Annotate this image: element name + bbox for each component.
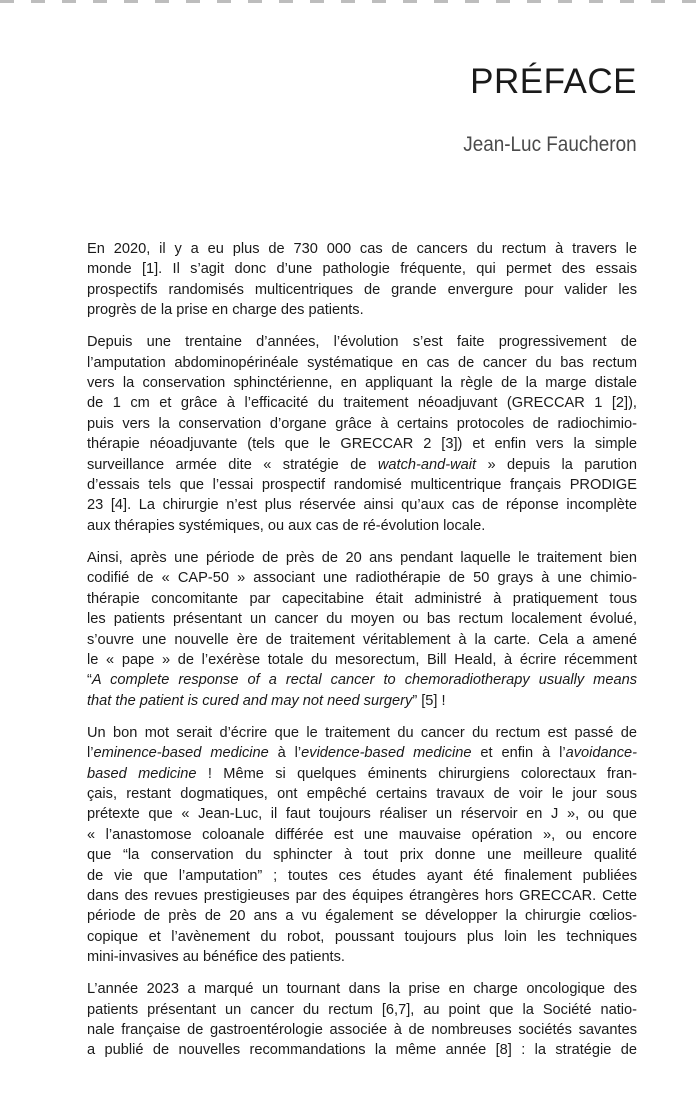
paragraph [87,332,637,536]
text: En 2020, il y a eu plus de 730 000 cas de cancers du rectum à travers le [87,241,637,257]
paragraph [87,979,637,1061]
text: Un bon mot serait d’écrire que le traitement du cancer du rectum est passé de [87,724,637,741]
page-top-dashed-border [0,0,700,3]
paragraph [87,723,637,968]
text-line [87,300,637,320]
paragraph [87,548,637,711]
text: prospectifs randomisés multicentriques de grande envergure pour valider les [87,281,637,298]
text: aux thérapies systémiques, ou aux cas de ré-évolution locale. [87,517,486,534]
text-line [87,280,637,300]
text: de 1 cm et grâce à l’efficacité du traitement néoadjuvant (GRECCAR 1 [2]), [87,395,637,412]
text-line [87,723,637,743]
text: codifié de « CAP-50 » associant une radiothérapie de 50 grays à une chimio- [87,570,637,587]
text: mini-invasives au bénéfice des patients. [87,949,345,966]
text-line [87,825,637,845]
text: monde [1]. Il s’agit donc d’une pathologie fréquente, qui permet des essais [87,261,637,278]
chapter-author: Jean-Luc Faucheron [463,133,637,156]
text: thérapie néoadjuvante (tels que le GRECCAR 2 [3]) et enfin vers la simple [87,436,637,453]
text-line [87,979,637,999]
text-line [87,589,637,609]
italic-text: evidence-based medicine [301,745,472,762]
text-line [87,866,637,886]
text: “ [87,672,92,689]
text-line [87,548,637,568]
text: L’année 2023 a marqué un tournant dans la prise en charge oncologique des [87,981,637,998]
text: » depuis la parution [476,456,638,473]
italic-text: avoidance- [565,745,637,762]
text-line [87,609,637,629]
text-line [87,259,637,279]
body-text [87,239,637,1072]
text-line [87,1000,637,1020]
text-line [87,1040,637,1060]
text-line [87,845,637,865]
text: ! Même si quelques éminents chirurgiens colorectaux fran- [196,765,637,782]
text: l’amputation abdominopérinéale systématique en cas de cancer du bas rectum [87,354,637,371]
text: Ainsi, après une période de près de 20 ans pendant laquelle le traitement bien [87,549,637,566]
text-line [87,239,637,259]
text-line [87,670,637,690]
text: a publié de nouvelles recommandations la même année [8] : la stratégie de [87,1042,637,1059]
italic-text: based medicine [87,765,197,782]
text: dans des revues prestigieuses par des équipes étrangères hors GRECCAR. Cette [87,887,637,904]
text-line [87,516,637,536]
text: surveillance armée dite « stratégie de [87,456,378,473]
text-line [87,947,637,967]
text: ” [5] ! [412,692,446,709]
text-line [87,455,637,475]
paragraph [87,239,637,321]
text-line [87,886,637,906]
text-line [87,650,637,670]
chapter-title: PRÉFACE [470,62,637,101]
text: çais, restant dogmatiques, ont empêché certains travaux de voir le jour sous [87,785,637,802]
text: que “la conservation du sphincter à tout prix donne une meilleure qualité [87,847,637,864]
italic-text: A complete response of a rectal cancer to chemoradiotherapy usually means [91,672,637,689]
text-line [87,353,637,373]
text: progrès de la prise en charge des patients. [87,302,364,319]
text-line [87,495,637,515]
text: 23 [4]. La chirurgie n’est plus réservée ainsi qu’aux cas de réponse incomplète [87,497,637,514]
text: et enfin à l’ [471,745,566,762]
text-line [87,414,637,434]
text: Depuis une trentaine d’années, l’évolution s’est faite progressivement de [87,334,637,351]
text: le « pape » de l’exérèse totale du mesorectum, Bill Heald, à écrire récemment [87,651,637,668]
italic-text: watch-and-wait [377,456,477,473]
text: les patients présentant un cancer du moyen ou bas rectum localement évolué, [87,611,637,628]
text: copique et l’avènement du robot, poussant toujours plus loin les techniques [87,928,637,945]
text-line [87,906,637,926]
text-line [87,784,637,804]
text: l’ [87,745,94,762]
text-line [87,630,637,650]
text-line [87,1020,637,1040]
text: « l’anastomose coloanale différée est une mauvaise opération », ou encore [87,826,637,843]
text: s’ouvre une nouvelle ère de traitement véritablement à la carte. Cela a amené [87,631,637,648]
text: patients présentant un cancer du rectum [6,7], au point que la Société natio- [87,1001,637,1018]
text: prétexte que « Jean-Luc, il faut toujours réaliser un réservoir en J », ou que [87,806,637,823]
text-line [87,804,637,824]
text: période de près de 20 ans a vu également se développer la chirurgie cœlios- [87,908,637,925]
text-line [87,393,637,413]
text-line [87,764,637,784]
text-line [87,927,637,947]
text-line [87,568,637,588]
text-line [87,475,637,495]
text-line [87,691,637,711]
text: à l’ [268,745,302,762]
text: nale française de gastroentérologie associée à de nombreuses sociétés savantes [87,1022,637,1038]
text-line [87,373,637,393]
text: vers la conservation sphinctérienne, en appliquant la règle de la marge distale [87,375,637,392]
text-line [87,434,637,454]
text: d’essais tels que l’essai prospectif randomisé multicentrique français PRODIGE [87,477,637,494]
italic-text: eminence-based medicine [93,745,269,762]
text: thérapie concomitante par capecitabine était administré à pratiquement tous [87,590,637,607]
italic-text: that the patient is cured and may not need surgery [87,692,413,709]
text-line [87,332,637,352]
text: de vie que l’amputation” ; toutes ces études ayant été finalement publiées [87,867,637,884]
text-line [87,743,637,763]
text: puis vers la conservation d’organe grâce à certains protocoles de radiochimio- [87,415,637,432]
